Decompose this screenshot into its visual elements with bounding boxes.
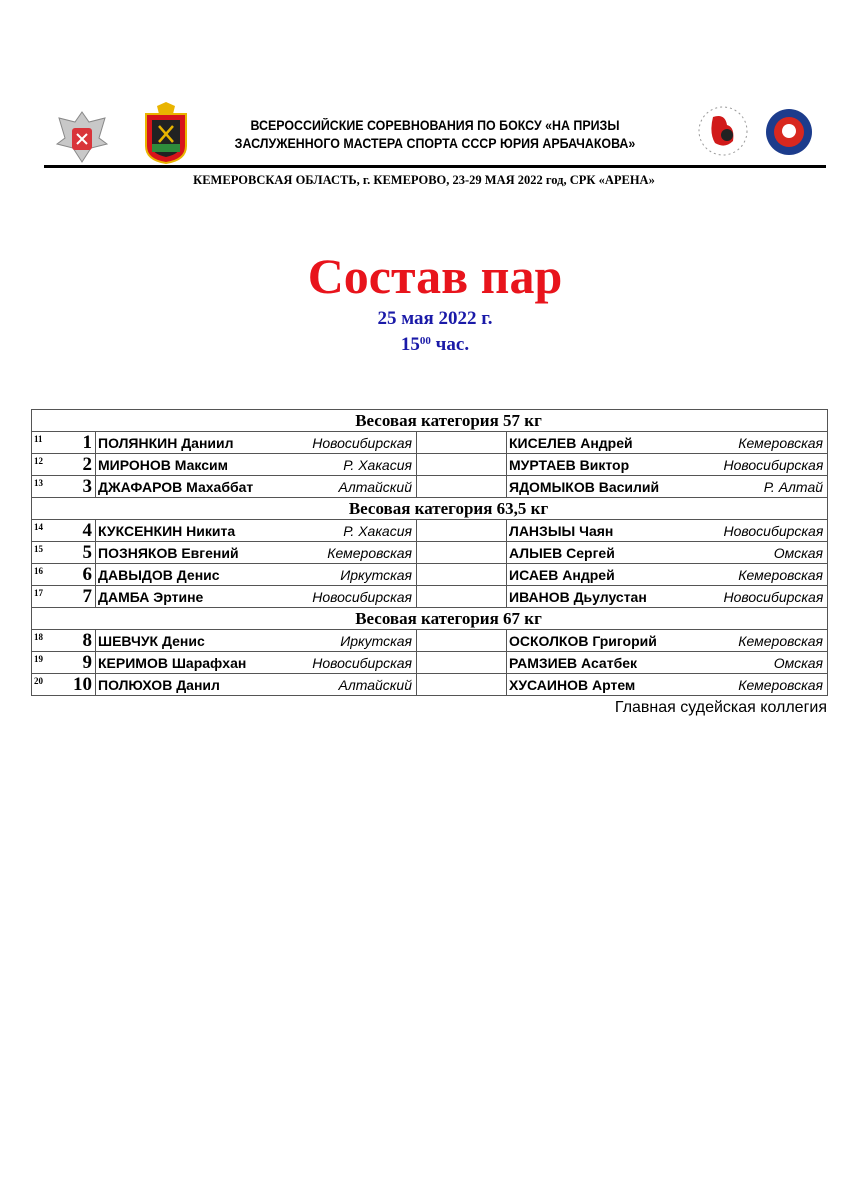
result-cell	[417, 476, 507, 498]
footer-signature: Главная судейская коллегия	[614, 699, 827, 716]
bout-number: 18	[32, 630, 64, 652]
pair-number: 4	[64, 520, 96, 542]
blue-corner-boxer: МУРТАЕВ Виктор	[507, 454, 722, 476]
pair-number: 8	[64, 630, 96, 652]
time-minutes: 00	[419, 335, 431, 347]
bout-number: 15	[32, 542, 64, 564]
red-corner-region: Новосибирская	[301, 432, 417, 454]
red-corner-boxer: ШЕВЧУК Денис	[96, 630, 301, 652]
organization-title	[219, 117, 651, 153]
pair-number: 5	[64, 542, 96, 564]
red-corner-region: Новосибирская	[301, 652, 417, 674]
red-corner-boxer: ПОЛЮХОВ Данил	[96, 674, 301, 696]
red-corner-boxer: МИРОНОВ Максим	[96, 454, 301, 476]
org-line-1: ВСЕРОССИЙСКИЕ СОРЕВНОВАНИЯ ПО БОКСУ «НА ПРИЗЫ	[250, 118, 620, 133]
pair-row	[32, 432, 828, 454]
pair-number: 1	[64, 432, 96, 454]
red-corner-region: Р. Хакасия	[301, 520, 417, 542]
pair-row	[32, 674, 828, 696]
pair-row	[32, 542, 828, 564]
blue-corner-boxer: ИСАЕВ Андрей	[507, 564, 722, 586]
event-date: 25 мая 2022 г.	[377, 308, 493, 329]
red-corner-region: Иркутская	[301, 564, 417, 586]
result-cell	[417, 586, 507, 608]
time-hour: 15	[400, 334, 420, 355]
blue-corner-region: Новосибирская	[722, 586, 828, 608]
result-cell	[417, 454, 507, 476]
pair-row	[32, 630, 828, 652]
red-corner-boxer: КЕРИМОВ Шарафхан	[96, 652, 301, 674]
pair-row	[32, 586, 828, 608]
red-corner-region: Новосибирская	[301, 586, 417, 608]
result-cell	[417, 542, 507, 564]
blue-corner-boxer: КИСЕЛЕВ Андрей	[507, 432, 722, 454]
event-location: КЕМЕРОВСКАЯ ОБЛАСТЬ, г. КЕМЕРОВО, 23-29 МАЯ 2022 год, СРК «АРЕНА»	[193, 173, 655, 187]
blue-corner-boxer: ИВАНОВ Дьулустан	[507, 586, 722, 608]
blue-corner-boxer: ОСКОЛКОВ Григорий	[507, 630, 722, 652]
red-corner-region: Алтайский	[301, 674, 417, 696]
red-corner-region: Р. Хакасия	[301, 454, 417, 476]
result-cell	[417, 652, 507, 674]
blue-corner-boxer: ЯДОМЫКОВ Василий	[507, 476, 722, 498]
result-cell	[417, 674, 507, 696]
weight-category-title: Весовая категория 57 кг	[32, 410, 828, 432]
bout-number: 19	[32, 652, 64, 674]
bout-number: 14	[32, 520, 64, 542]
blue-corner-boxer: ХУСАИНОВ Артем	[507, 674, 722, 696]
result-cell	[417, 630, 507, 652]
pair-number: 3	[64, 476, 96, 498]
blue-corner-region: Кемеровская	[722, 564, 828, 586]
blue-corner-boxer: ЛАНЗЫЫ Чаян	[507, 520, 722, 542]
event-datetime	[0, 308, 848, 356]
bout-number: 17	[32, 586, 64, 608]
category-header-row	[32, 608, 828, 630]
blue-corner-region: Кемеровская	[722, 674, 828, 696]
org-line-2: ЗАСЛУЖЕННОГО МАСТЕРА СПОРТА СССР ЮРИЯ АРБАЧАКОВА»	[234, 136, 636, 151]
result-cell	[417, 564, 507, 586]
page-title: Состав пар	[307, 248, 563, 304]
blue-corner-region: Новосибирская	[722, 520, 828, 542]
red-corner-boxer: ПОЛЯНКИН Даниил	[96, 432, 301, 454]
weight-category-title: Весовая категория 63,5 кг	[32, 498, 828, 520]
bout-number: 11	[32, 432, 64, 454]
pair-row	[32, 454, 828, 476]
header-divider	[44, 165, 826, 168]
blue-corner-region: Кемеровская	[722, 630, 828, 652]
event-time	[0, 334, 848, 356]
red-corner-boxer: ДАМБА Эртине	[96, 586, 301, 608]
pair-number: 6	[64, 564, 96, 586]
red-corner-boxer: ДЖАФАРОВ Махаббат	[96, 476, 301, 498]
bout-number: 16	[32, 564, 64, 586]
blue-corner-region: Омская	[722, 542, 828, 564]
bout-number: 20	[32, 674, 64, 696]
ministry-sport-emblem	[55, 108, 109, 169]
bout-number: 12	[32, 454, 64, 476]
red-corner-region: Кемеровская	[301, 542, 417, 564]
red-corner-boxer: ДАВЫДОВ Денис	[96, 564, 301, 586]
pair-number: 7	[64, 586, 96, 608]
kemerovo-coat-of-arms	[143, 102, 189, 169]
pairs-section	[31, 409, 827, 718]
weight-category-title: Весовая категория 67 кг	[32, 608, 828, 630]
pair-number: 9	[64, 652, 96, 674]
red-corner-boxer: ПОЗНЯКОВ Евгений	[96, 542, 301, 564]
pair-row	[32, 564, 828, 586]
pair-number: 2	[64, 454, 96, 476]
arbachakov-logo	[697, 105, 749, 162]
time-suffix: час.	[430, 334, 470, 355]
category-header-row	[32, 498, 828, 520]
boxing-federation-logo	[764, 107, 814, 162]
category-header-row	[32, 410, 828, 432]
result-cell	[417, 520, 507, 542]
pair-number: 10	[64, 674, 96, 696]
result-cell	[417, 432, 507, 454]
blue-corner-region: Новосибирская	[722, 454, 828, 476]
blue-corner-boxer: РАМЗИЕВ Асатбек	[507, 652, 722, 674]
pair-row	[32, 652, 828, 674]
blue-corner-region: Кемеровская	[722, 432, 828, 454]
bout-number: 13	[32, 476, 64, 498]
pair-row	[32, 476, 828, 498]
blue-corner-region: Омская	[722, 652, 828, 674]
red-corner-boxer: КУКСЕНКИН Никита	[96, 520, 301, 542]
pairs-table	[31, 409, 828, 696]
blue-corner-region: Р. Алтай	[722, 476, 828, 498]
pair-row	[32, 520, 828, 542]
blue-corner-boxer: АЛЫЕВ Сергей	[507, 542, 722, 564]
red-corner-region: Иркутская	[301, 630, 417, 652]
red-corner-region: Алтайский	[301, 476, 417, 498]
